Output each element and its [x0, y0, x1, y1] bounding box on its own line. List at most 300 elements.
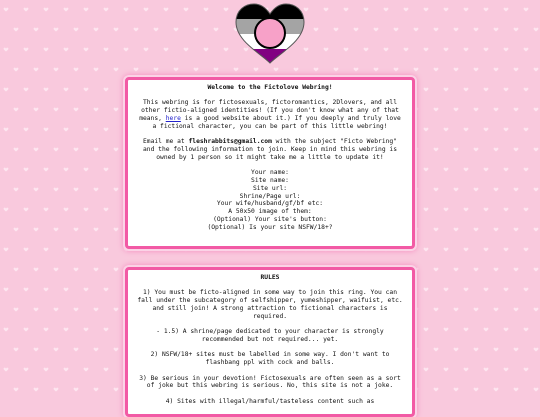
pattern-heart-icon [44, 288, 49, 292]
pattern-heart-icon [474, 188, 479, 192]
pattern-heart-icon [414, 68, 419, 72]
pattern-heart-icon [374, 68, 379, 72]
pattern-heart-icon [74, 188, 79, 192]
pattern-heart-icon [84, 288, 89, 292]
pattern-heart-icon [4, 288, 9, 292]
pattern-heart-icon [224, 8, 229, 12]
pattern-heart-icon [434, 188, 439, 192]
pattern-heart-icon [114, 388, 119, 392]
pattern-heart-icon [294, 68, 299, 72]
pattern-heart-icon [74, 28, 79, 32]
pattern-heart-icon [534, 348, 539, 352]
pattern-heart-icon [484, 128, 489, 132]
pattern-heart-icon [504, 8, 509, 12]
pattern-heart-icon [44, 328, 49, 332]
pattern-heart-icon [484, 368, 489, 372]
pattern-heart-icon [484, 88, 489, 92]
pattern-heart-icon [444, 48, 449, 52]
pattern-heart-icon [444, 208, 449, 212]
pattern-heart-icon [4, 88, 9, 92]
email-address: fleshrabbits@gmail.com [188, 138, 272, 146]
pattern-heart-icon [64, 368, 69, 372]
pattern-heart-icon [74, 388, 79, 392]
pattern-heart-icon [504, 328, 509, 332]
pattern-heart-icon [534, 148, 539, 152]
pattern-heart-icon [384, 48, 389, 52]
pattern-heart-icon [454, 108, 459, 112]
form-line: Your name: [251, 169, 289, 177]
pattern-heart-icon [94, 308, 99, 312]
pattern-heart-icon [114, 228, 119, 232]
pattern-heart-icon [34, 188, 39, 192]
pattern-heart-icon [54, 388, 59, 392]
pattern-heart-icon [14, 108, 19, 112]
pattern-heart-icon [204, 8, 209, 12]
pattern-heart-icon [424, 168, 429, 172]
pattern-heart-icon [84, 328, 89, 332]
pattern-heart-icon [84, 48, 89, 52]
pattern-heart-icon [454, 308, 459, 312]
pattern-heart-icon [464, 248, 469, 252]
pattern-heart-icon [424, 248, 429, 252]
pattern-heart-icon [114, 188, 119, 192]
pattern-heart-icon [484, 48, 489, 52]
pattern-heart-icon [104, 368, 109, 372]
pattern-heart-icon [494, 308, 499, 312]
pattern-heart-icon [4, 208, 9, 212]
pattern-heart-icon [194, 68, 199, 72]
pattern-heart-icon [114, 148, 119, 152]
pattern-heart-icon [94, 188, 99, 192]
pattern-heart-icon [104, 8, 109, 12]
pattern-heart-icon [44, 368, 49, 372]
pattern-heart-icon [74, 228, 79, 232]
pattern-heart-icon [434, 68, 439, 72]
pattern-heart-icon [344, 8, 349, 12]
pattern-heart-icon [34, 268, 39, 272]
pattern-heart-icon [124, 48, 129, 52]
pattern-heart-icon [94, 388, 99, 392]
pattern-heart-icon [504, 288, 509, 292]
pattern-heart-icon [14, 68, 19, 72]
pattern-heart-icon [474, 228, 479, 232]
pattern-heart-icon [494, 388, 499, 392]
pattern-heart-icon [454, 28, 459, 32]
pattern-heart-icon [444, 248, 449, 252]
pattern-heart-icon [504, 208, 509, 212]
pattern-heart-icon [524, 168, 529, 172]
pattern-heart-icon [494, 268, 499, 272]
pattern-heart-icon [174, 68, 179, 72]
ace-flag-heart-icon [234, 3, 306, 65]
pattern-heart-icon [464, 288, 469, 292]
pattern-heart-icon [524, 128, 529, 132]
pattern-heart-icon [24, 328, 29, 332]
rule-item: 3) Be serious in your devotion! Fictosexuals are often seen as a sort of joke but this webring is serious. No, this site is not a joke. [139, 374, 401, 390]
pattern-heart-icon [514, 348, 519, 352]
pattern-heart-icon [184, 8, 189, 12]
pattern-heart-icon [164, 48, 169, 52]
pattern-heart-icon [484, 168, 489, 172]
form-line: A 50x50 image of them: [228, 208, 312, 216]
pattern-heart-icon [64, 208, 69, 212]
pattern-heart-icon [84, 248, 89, 252]
pattern-heart-icon [434, 148, 439, 152]
pattern-heart-icon [464, 168, 469, 172]
form-line: Your wife/husband/gf/bf etc: [216, 200, 324, 208]
pattern-heart-icon [64, 88, 69, 92]
pattern-heart-icon [104, 288, 109, 292]
pattern-heart-icon [94, 228, 99, 232]
pattern-heart-icon [424, 8, 429, 12]
pattern-heart-icon [254, 68, 259, 72]
pattern-heart-icon [154, 28, 159, 32]
pattern-heart-icon [94, 108, 99, 112]
pattern-heart-icon [44, 208, 49, 212]
pattern-heart-icon [474, 308, 479, 312]
pattern-heart-icon [524, 48, 529, 52]
pattern-heart-icon [104, 168, 109, 172]
pattern-heart-icon [374, 28, 379, 32]
pattern-heart-icon [504, 48, 509, 52]
pattern-heart-icon [74, 308, 79, 312]
pattern-heart-icon [34, 148, 39, 152]
pattern-heart-icon [54, 268, 59, 272]
pattern-heart-icon [324, 8, 329, 12]
pattern-heart-icon [524, 288, 529, 292]
pattern-heart-icon [84, 8, 89, 12]
pattern-heart-icon [524, 88, 529, 92]
pattern-heart-icon [164, 8, 169, 12]
pattern-heart-icon [134, 28, 139, 32]
pattern-heart-icon [94, 148, 99, 152]
form-line: (Optional) Your site's button: [213, 215, 327, 223]
pattern-heart-icon [424, 208, 429, 212]
form-line: Site url: [252, 184, 288, 192]
pattern-heart-icon [514, 308, 519, 312]
pattern-heart-icon [34, 308, 39, 312]
pattern-heart-icon [444, 328, 449, 332]
pattern-heart-icon [514, 228, 519, 232]
pattern-heart-icon [44, 128, 49, 132]
pattern-heart-icon [494, 28, 499, 32]
pattern-heart-icon [74, 348, 79, 352]
pattern-heart-icon [144, 8, 149, 12]
pattern-heart-icon [534, 228, 539, 232]
pattern-heart-icon [334, 28, 339, 32]
pattern-heart-icon [274, 68, 279, 72]
pattern-heart-icon [514, 268, 519, 272]
pattern-heart-icon [494, 348, 499, 352]
pattern-heart-icon [104, 128, 109, 132]
pattern-heart-icon [354, 28, 359, 32]
pattern-heart-icon [314, 68, 319, 72]
pattern-heart-icon [94, 268, 99, 272]
rule-item: - 1.5) A shrine/page dedicated to your character is strongly recommended but not required... yet. [156, 328, 384, 343]
pattern-heart-icon [34, 228, 39, 232]
pattern-heart-icon [314, 28, 319, 32]
pattern-heart-icon [114, 308, 119, 312]
pattern-heart-icon [364, 8, 369, 12]
join-form-template [136, 169, 404, 231]
pattern-heart-icon [464, 128, 469, 132]
pattern-heart-icon [204, 48, 209, 52]
pattern-heart-icon [424, 288, 429, 292]
pattern-heart-icon [54, 108, 59, 112]
pattern-heart-icon [474, 108, 479, 112]
pattern-heart-icon [424, 88, 429, 92]
pattern-heart-icon [34, 108, 39, 112]
pattern-heart-icon [114, 108, 119, 112]
pattern-heart-icon [64, 8, 69, 12]
pattern-heart-icon [534, 268, 539, 272]
pattern-heart-icon [24, 48, 29, 52]
pattern-heart-icon [424, 368, 429, 372]
pattern-heart-icon [474, 388, 479, 392]
pattern-heart-icon [104, 328, 109, 332]
welcome-panel [125, 77, 415, 249]
pattern-heart-icon [444, 128, 449, 132]
pattern-heart-icon [84, 208, 89, 212]
pattern-heart-icon [354, 68, 359, 72]
welcome-intro [136, 99, 404, 130]
pattern-heart-icon [534, 28, 539, 32]
pattern-heart-icon [344, 48, 349, 52]
pattern-heart-icon [434, 308, 439, 312]
pattern-heart-icon [474, 68, 479, 72]
pattern-heart-icon [454, 148, 459, 152]
pattern-heart-icon [4, 328, 9, 332]
pattern-heart-icon [484, 288, 489, 292]
pattern-heart-icon [14, 28, 19, 32]
pattern-heart-icon [444, 288, 449, 292]
pattern-heart-icon [474, 268, 479, 272]
pattern-heart-icon [494, 68, 499, 72]
pattern-heart-icon [404, 8, 409, 12]
pattern-heart-icon [64, 48, 69, 52]
pattern-heart-icon [494, 188, 499, 192]
pattern-heart-icon [454, 228, 459, 232]
pattern-heart-icon [154, 68, 159, 72]
pattern-heart-icon [494, 108, 499, 112]
pattern-heart-icon [44, 168, 49, 172]
pattern-heart-icon [394, 28, 399, 32]
pattern-heart-icon [94, 348, 99, 352]
pattern-heart-icon [194, 28, 199, 32]
pattern-heart-icon [24, 88, 29, 92]
pattern-heart-icon [74, 148, 79, 152]
pattern-heart-icon [514, 28, 519, 32]
pattern-heart-icon [434, 268, 439, 272]
pattern-heart-icon [94, 68, 99, 72]
logo-center-circle [255, 18, 285, 48]
pattern-heart-icon [104, 208, 109, 212]
pattern-heart-icon [74, 268, 79, 272]
pattern-heart-icon [534, 108, 539, 112]
pattern-heart-icon [14, 148, 19, 152]
pattern-heart-icon [84, 88, 89, 92]
pattern-heart-icon [74, 68, 79, 72]
welcome-title: Welcome to the Fictolove Webring! [207, 84, 333, 91]
pattern-heart-icon [54, 228, 59, 232]
pattern-heart-icon [514, 388, 519, 392]
pattern-heart-icon [44, 8, 49, 12]
pattern-heart-icon [404, 48, 409, 52]
welcome-email-paragraph [136, 138, 404, 161]
pattern-heart-icon [64, 128, 69, 132]
pattern-heart-icon [34, 28, 39, 32]
pattern-heart-icon [64, 248, 69, 252]
pattern-heart-icon [484, 8, 489, 12]
pattern-heart-icon [64, 328, 69, 332]
pattern-heart-icon [84, 368, 89, 372]
pattern-heart-icon [124, 8, 129, 12]
pattern-heart-icon [524, 8, 529, 12]
pattern-heart-icon [514, 148, 519, 152]
pattern-heart-icon [454, 348, 459, 352]
pattern-heart-icon [54, 28, 59, 32]
pattern-heart-icon [44, 48, 49, 52]
pattern-heart-icon [504, 248, 509, 252]
pattern-heart-icon [4, 8, 9, 12]
pattern-heart-icon [534, 388, 539, 392]
pattern-heart-icon [484, 208, 489, 212]
pattern-heart-icon [504, 88, 509, 92]
pattern-heart-icon [464, 208, 469, 212]
pattern-heart-icon [464, 8, 469, 12]
pattern-heart-icon [114, 268, 119, 272]
pattern-heart-icon [504, 128, 509, 132]
pattern-heart-icon [494, 228, 499, 232]
pattern-heart-icon [444, 8, 449, 12]
pattern-heart-icon [14, 348, 19, 352]
pattern-heart-icon [24, 168, 29, 172]
pattern-heart-icon [14, 188, 19, 192]
pattern-heart-icon [474, 28, 479, 32]
pattern-heart-icon [434, 28, 439, 32]
pattern-heart-icon [434, 108, 439, 112]
pattern-heart-icon [474, 348, 479, 352]
pattern-heart-icon [444, 88, 449, 92]
pattern-heart-icon [454, 188, 459, 192]
pattern-heart-icon [54, 148, 59, 152]
pattern-heart-icon [454, 68, 459, 72]
pattern-heart-icon [534, 188, 539, 192]
pattern-heart-icon [54, 68, 59, 72]
pattern-heart-icon [414, 28, 419, 32]
pattern-heart-icon [34, 68, 39, 72]
pattern-heart-icon [324, 48, 329, 52]
pattern-heart-icon [84, 168, 89, 172]
pattern-heart-icon [464, 48, 469, 52]
pattern-heart-icon [104, 248, 109, 252]
pattern-heart-icon [534, 308, 539, 312]
pattern-heart-icon [24, 288, 29, 292]
pattern-heart-icon [14, 388, 19, 392]
pattern-heart-icon [504, 168, 509, 172]
pattern-heart-icon [384, 8, 389, 12]
pattern-heart-icon [14, 268, 19, 272]
pattern-heart-icon [234, 68, 239, 72]
pattern-heart-icon [514, 108, 519, 112]
pattern-heart-icon [424, 328, 429, 332]
pattern-heart-icon [514, 68, 519, 72]
pattern-heart-icon [24, 8, 29, 12]
pattern-heart-icon [64, 168, 69, 172]
intro-text-before: This webring is for fictosexuals, fictoromantics, 2Dlovers, and all other fictio-aligned identities! (If you don't know what any of that means, [139, 99, 399, 122]
pattern-heart-icon [34, 348, 39, 352]
pattern-heart-icon [434, 388, 439, 392]
pattern-heart-icon [24, 208, 29, 212]
pattern-heart-icon [114, 68, 119, 72]
pattern-heart-icon [84, 128, 89, 132]
form-line: Site name: [251, 176, 289, 184]
pattern-heart-icon [524, 248, 529, 252]
pattern-heart-icon [464, 368, 469, 372]
pattern-heart-icon [4, 48, 9, 52]
pattern-heart-icon [534, 68, 539, 72]
pattern-heart-icon [54, 308, 59, 312]
pattern-heart-icon [4, 168, 9, 172]
pattern-heart-icon [94, 28, 99, 32]
pattern-heart-icon [114, 28, 119, 32]
pattern-heart-icon [134, 68, 139, 72]
pattern-heart-icon [464, 328, 469, 332]
pattern-heart-icon [184, 48, 189, 52]
pattern-heart-icon [424, 128, 429, 132]
intro-text-after: is a good website about it.) If you deeply and truly love a fictional character, you can be part of this little webring! [152, 114, 401, 130]
pattern-heart-icon [4, 128, 9, 132]
pattern-heart-icon [104, 88, 109, 92]
here-link[interactable]: here [165, 114, 181, 122]
email-text-after: with the subject "Ficto Webring" and the following information to join. Keep in mind this webring is owned by 1 person so it might take me a little to update it! [142, 138, 397, 161]
pattern-heart-icon [494, 148, 499, 152]
pattern-heart-icon [24, 248, 29, 252]
pattern-heart-icon [504, 368, 509, 372]
pattern-heart-icon [144, 48, 149, 52]
pattern-heart-icon [224, 48, 229, 52]
pattern-heart-icon [54, 188, 59, 192]
pattern-heart-icon [104, 48, 109, 52]
pattern-heart-icon [454, 388, 459, 392]
pattern-heart-icon [114, 348, 119, 352]
pattern-heart-icon [474, 148, 479, 152]
pattern-heart-icon [174, 28, 179, 32]
pattern-heart-icon [44, 88, 49, 92]
pattern-heart-icon [364, 48, 369, 52]
pattern-heart-icon [4, 368, 9, 372]
pattern-heart-icon [434, 228, 439, 232]
pattern-heart-icon [24, 128, 29, 132]
pattern-heart-icon [454, 268, 459, 272]
pattern-heart-icon [74, 108, 79, 112]
pattern-heart-icon [524, 208, 529, 212]
rule-item: 1) You must be ficto-aligned in some way to join this ring. You can fall under the subcategory of selfshipper, yumeshipper, waifuist, etc. and still join! A strong attraction to fictional characters is required. [137, 289, 403, 320]
pattern-heart-icon [214, 68, 219, 72]
pattern-heart-icon [394, 68, 399, 72]
rules-title: RULES [260, 274, 280, 281]
pattern-heart-icon [44, 248, 49, 252]
pattern-heart-icon [4, 248, 9, 252]
pattern-heart-icon [444, 368, 449, 372]
pattern-heart-icon [334, 68, 339, 72]
pattern-heart-icon [484, 328, 489, 332]
pattern-heart-icon [34, 388, 39, 392]
pattern-heart-icon [424, 48, 429, 52]
pattern-heart-icon [64, 288, 69, 292]
pattern-heart-icon [444, 168, 449, 172]
email-text-before: Email me at [142, 138, 189, 146]
